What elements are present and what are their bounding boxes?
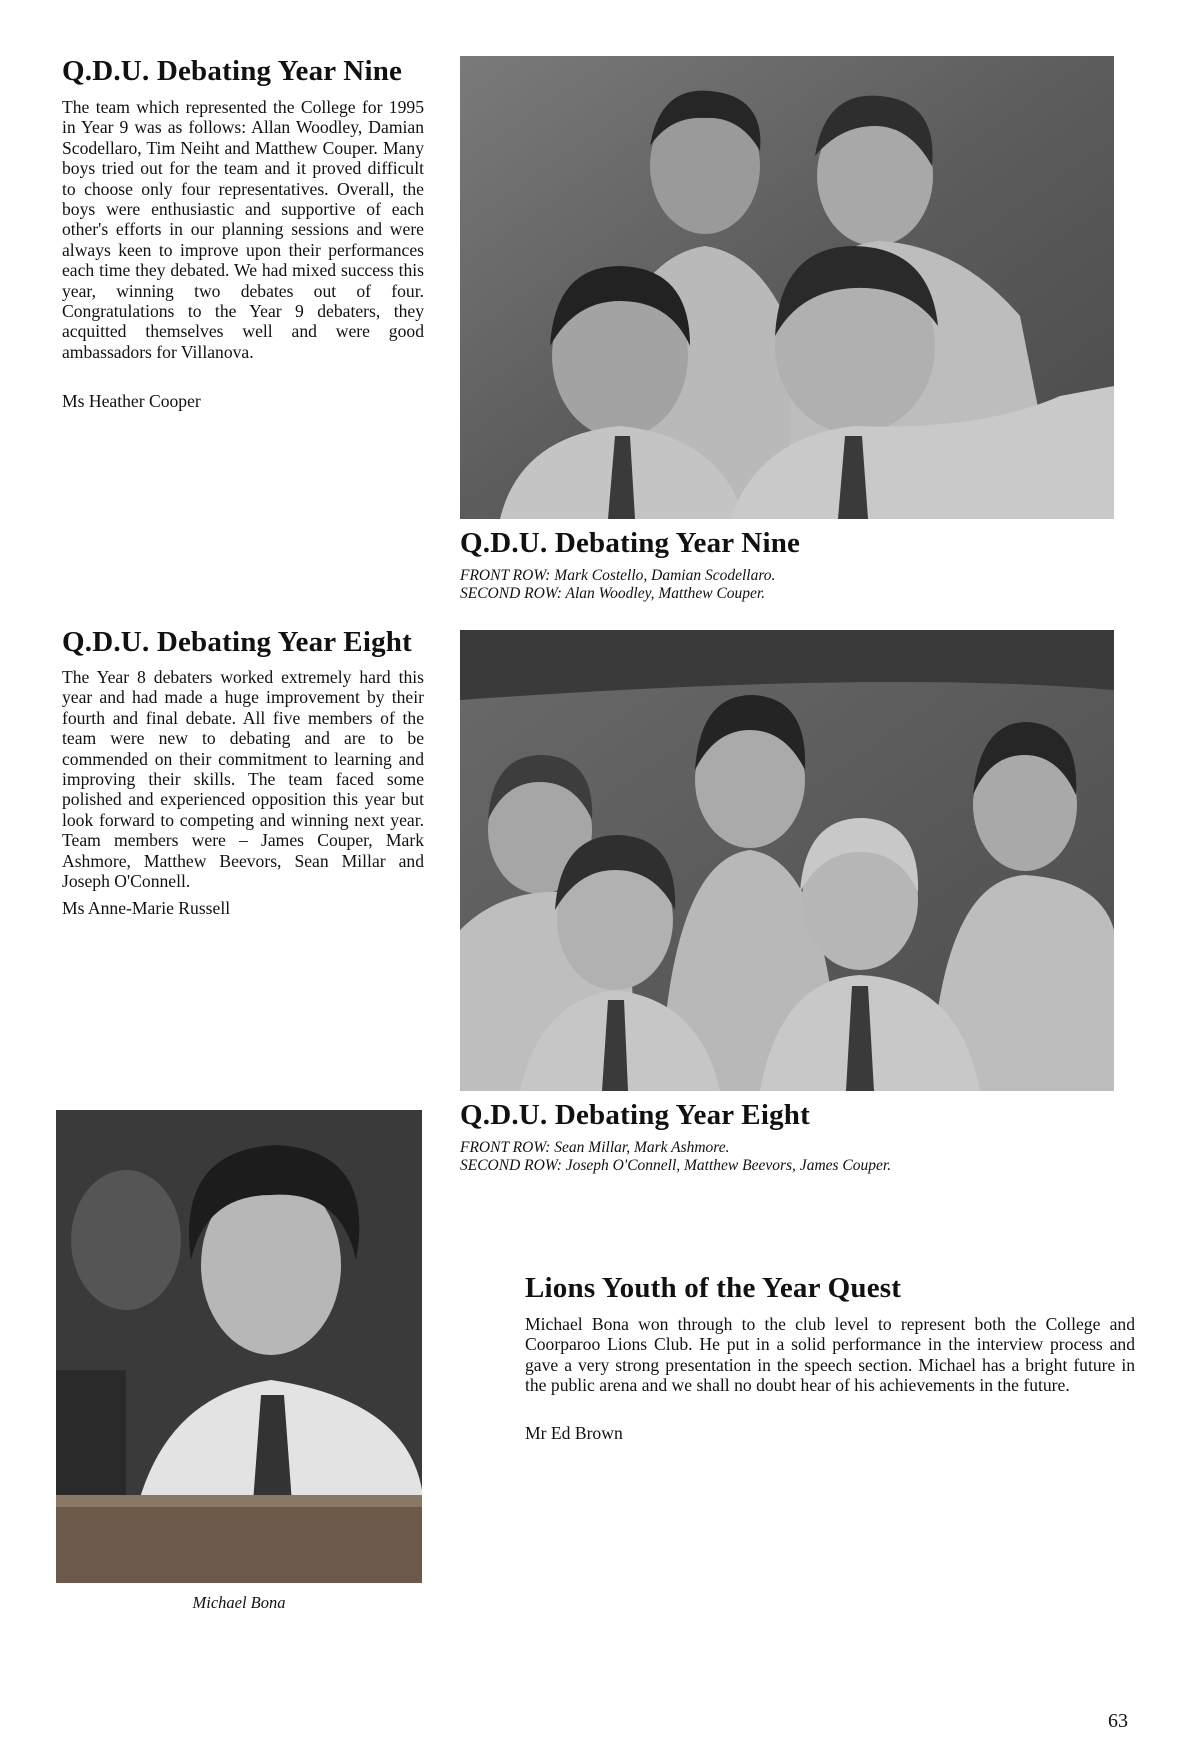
caption-row-label: SECOND ROW: bbox=[460, 584, 562, 602]
caption-row-names: Sean Millar, Mark Ashmore. bbox=[554, 1139, 730, 1156]
year9-caption-front-row bbox=[460, 567, 800, 585]
michael-bona-photo bbox=[56, 1110, 422, 1583]
year9-signature: Ms Heather Cooper bbox=[62, 391, 201, 411]
year9-caption-second-row bbox=[460, 585, 800, 603]
page-number: 63 bbox=[1108, 1710, 1128, 1732]
year8-paragraph: The Year 8 debaters worked extremely hard this year and had made a huge improvement by their fourth and final debate. All five members of the team were new to debating and are to be commended on their commitment to learning and improving their skills. The team faced some polished and experienced opposition this year but look forward to competing and winning next year. Team members were – James Couper, Mark Ashmore, Matthew Beevors, Sean Millar and Joseph O'Connell. bbox=[62, 667, 424, 892]
caption-row-label: SECOND ROW: bbox=[460, 1156, 562, 1174]
year8-caption bbox=[460, 1099, 891, 1174]
lions-heading: Lions Youth of the Year Quest bbox=[525, 1272, 902, 1304]
year8-heading: Q.D.U. Debating Year Eight bbox=[62, 626, 412, 658]
year8-team-photo bbox=[460, 630, 1114, 1091]
caption-row-names: Alan Woodley, Matthew Couper. bbox=[565, 584, 766, 602]
caption-row-label: FRONT ROW: bbox=[460, 567, 551, 584]
michael-bona-photo-caption: Michael Bona bbox=[192, 1593, 286, 1612]
caption-row-names: Joseph O'Connell, Matthew Beevors, James Couper. bbox=[565, 1156, 892, 1174]
caption-row-names: Mark Costello, Damian Scodellaro. bbox=[554, 567, 776, 584]
year8-signature: Ms Anne-Marie Russell bbox=[62, 898, 231, 918]
year9-paragraph: The team which represented the College for 1995 in Year 9 was as follows: Allan Woodley, Damian Scodellaro, Tim Neiht and Matthew Couper. Many boys tried out for the team and it proved difficult to choose only four representatives. Overall, the boys were enthusiastic and supportive of each other's efforts in our planning sessions and were always keen to improve upon their performances each time they debated. We had mixed success this year, winning two debates out of four. Congratulations to the Year 9 debaters, they acquitted themselves well and were good ambassadors for Villanova. bbox=[62, 97, 424, 362]
year9-heading: Q.D.U. Debating Year Nine bbox=[62, 55, 403, 87]
lions-signature: Mr Ed Brown bbox=[525, 1423, 623, 1443]
year9-caption bbox=[460, 527, 800, 602]
year8-caption-title: Q.D.U. Debating Year Eight bbox=[460, 1099, 810, 1131]
lions-paragraph: Michael Bona won through to the club level to represent both the College and Coorparoo Lions Club. He put in a solid performance in the interview process and gave a very strong presentation in the speech section. Michael has a bright future in the public arena and we shall no doubt hear of his achievements in the future. bbox=[525, 1314, 1135, 1396]
year8-caption-second-row bbox=[460, 1157, 891, 1175]
year9-team-photo bbox=[460, 56, 1114, 519]
caption-row-label: FRONT ROW: bbox=[460, 1139, 551, 1156]
year8-caption-front-row bbox=[460, 1139, 891, 1157]
year9-caption-title: Q.D.U. Debating Year Nine bbox=[460, 527, 801, 559]
